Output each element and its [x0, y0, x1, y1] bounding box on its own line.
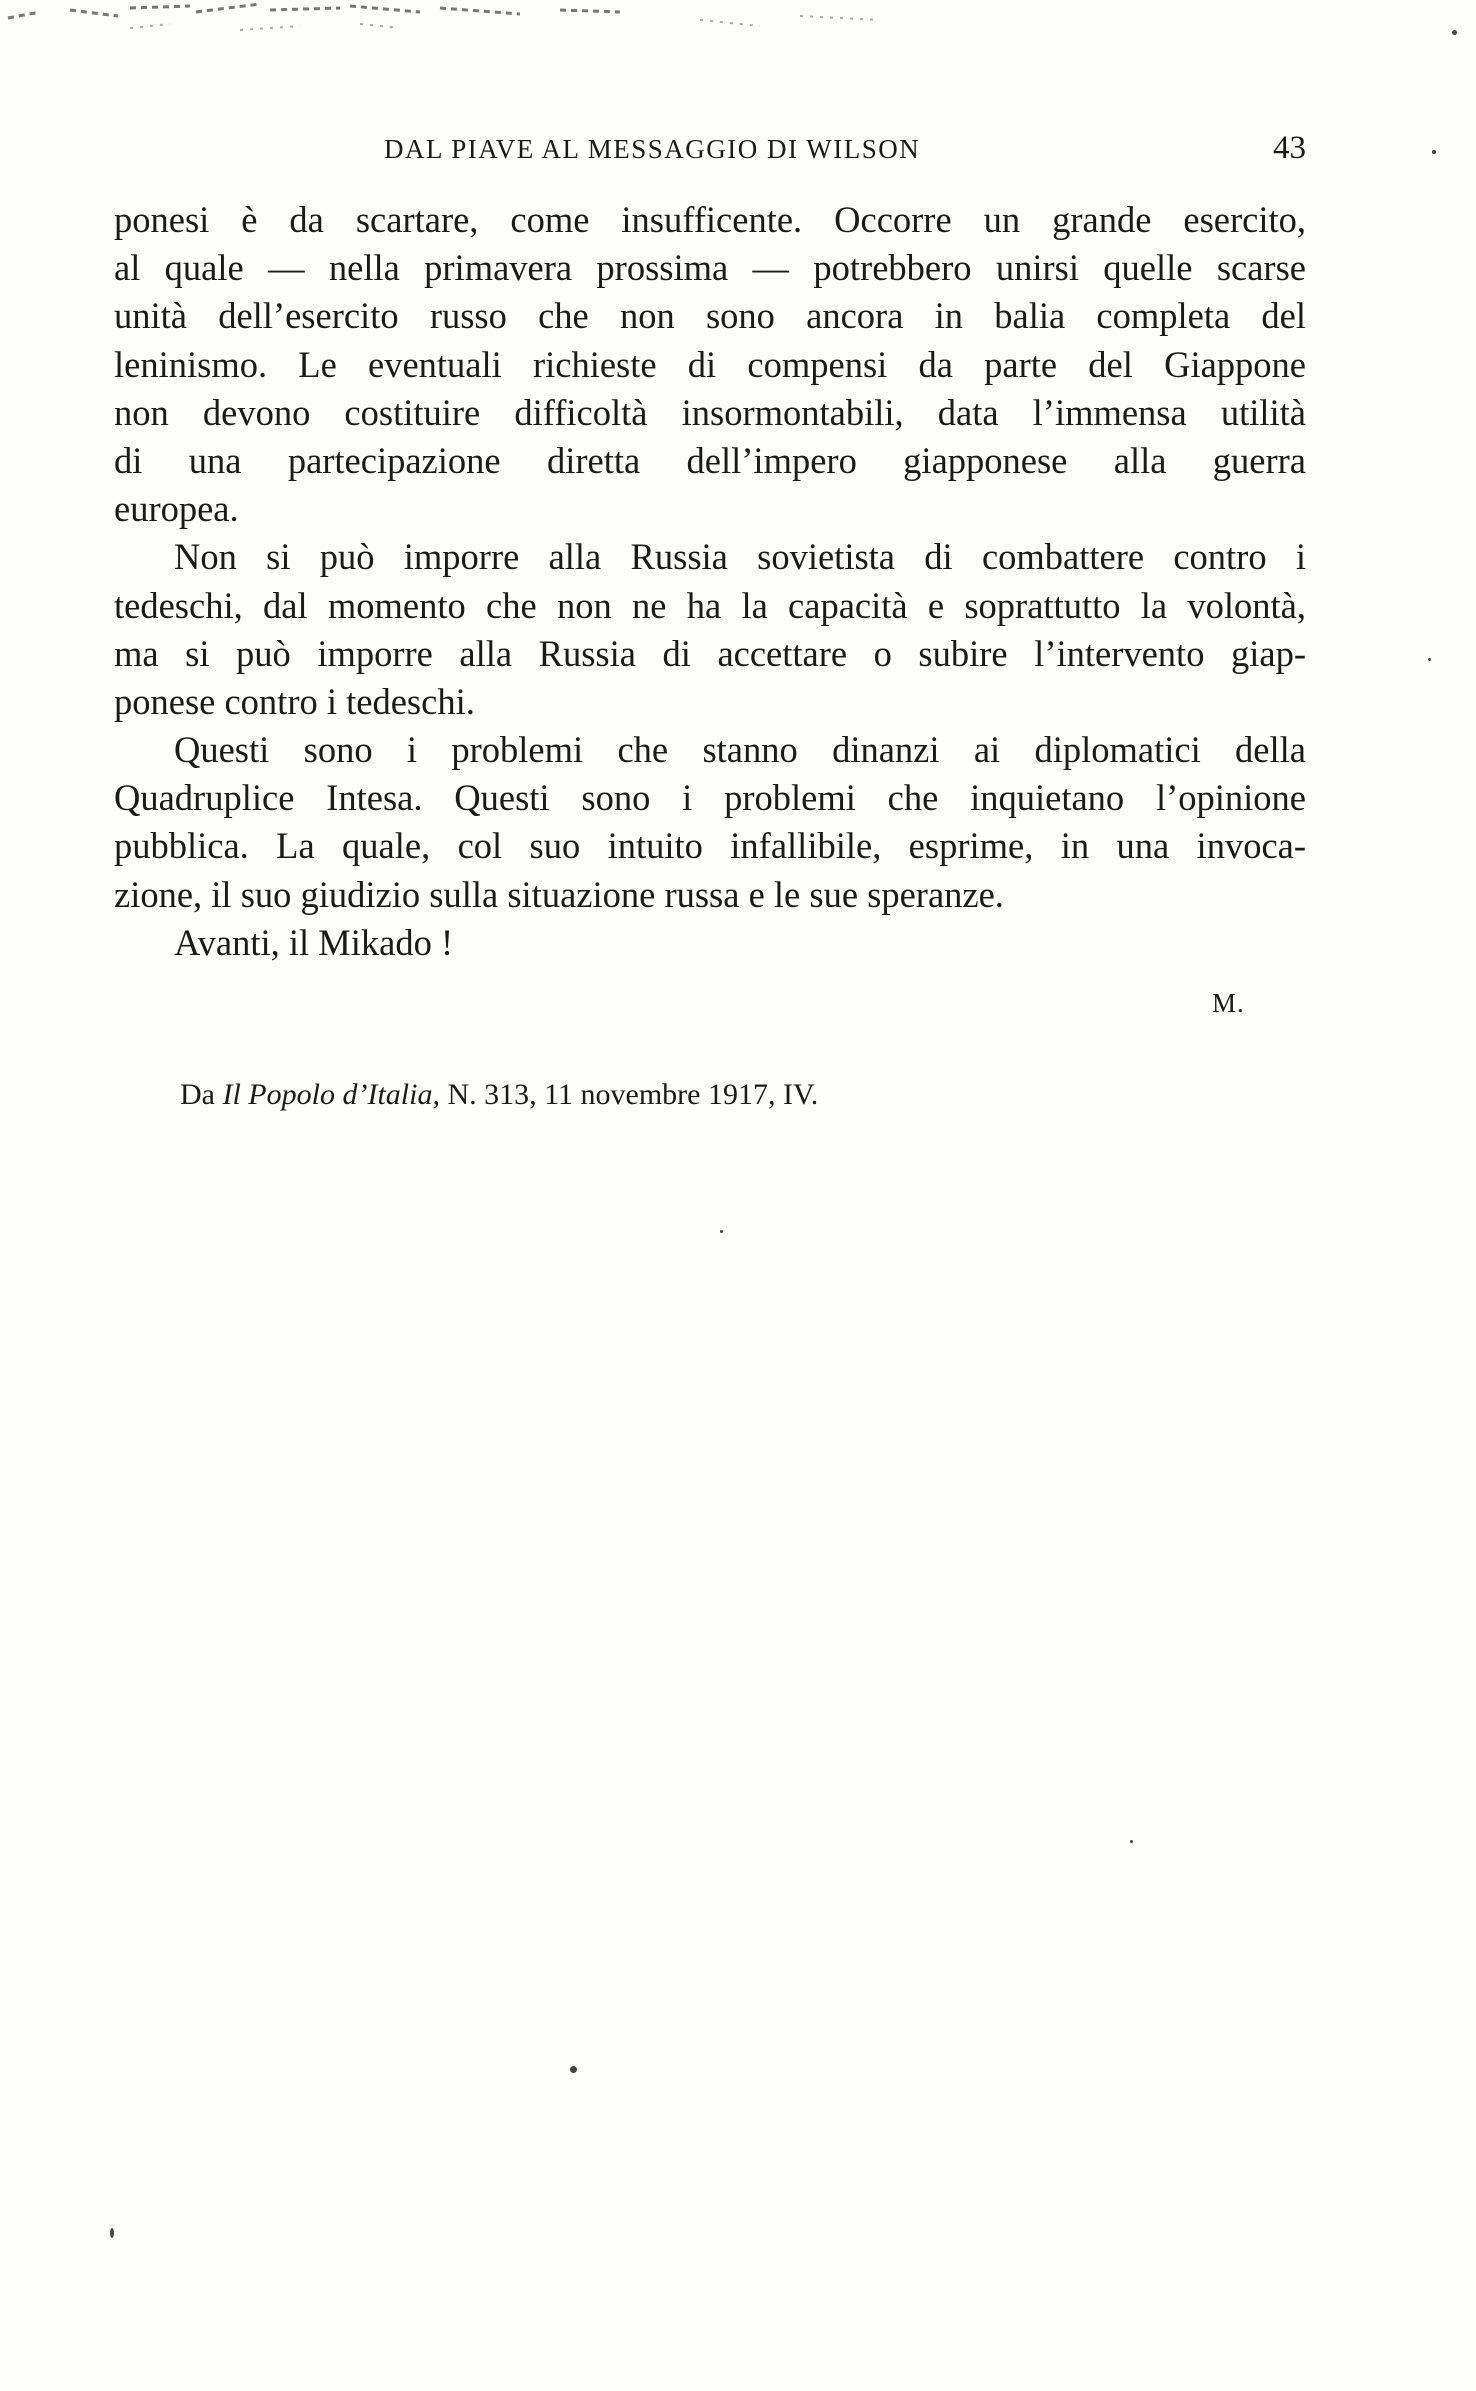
text-line: ponesi è da scartare, come insufficente. Occorre un grande esercito, — [114, 199, 1306, 240]
source-details: N. 313, 11 novembre 1917, IV. — [447, 1078, 819, 1111]
page-number: 43 — [1273, 130, 1306, 166]
source-publication: Il Popolo d’Italia, — [222, 1078, 440, 1111]
body-text — [114, 196, 1306, 967]
scan-speck — [110, 2228, 114, 2238]
text-line: leninismo. Le eventuali richieste di compensi da parte del Giappone — [114, 343, 1306, 385]
text-line: Quadruplice Intesa. Questi sono i problemi che inquietano l’opinione — [114, 777, 1306, 819]
text-line: tedeschi, dal momento che non ne ha la capacità e soprattutto la volontà, — [114, 584, 1306, 626]
text-line: europea. — [114, 488, 239, 530]
text-line: Avanti, il Mikado ! — [174, 921, 454, 963]
running-head — [114, 128, 1306, 172]
text-line: ponese contro i tedeschi. — [114, 680, 475, 722]
source-citation — [180, 1078, 818, 1112]
text-line: pubblica. La quale, col suo intuito infallibile, esprime, in una invoca- — [114, 825, 1306, 867]
text-line: non devono costituire difficoltà insormontabili, data l’immensa utilità — [114, 391, 1306, 433]
scan-speck — [1428, 658, 1431, 661]
scan-speck — [1432, 150, 1436, 154]
text-line: Questi sono i problemi che stanno dinanzi ai diplomatici della — [174, 729, 1306, 771]
text-line: al quale — nella primavera prossima — potrebbero unirsi quelle scarse — [114, 247, 1306, 289]
scan-speck — [1452, 30, 1457, 35]
text-line: Non si può imporre alla Russia sovietista di combattere contro i — [174, 536, 1306, 578]
source-prefix: Da — [180, 1078, 215, 1111]
text-line: unità dell’esercito russo che non sono ancora in balia completa del — [114, 295, 1306, 337]
text-line: ma si può imporre alla Russia di accettare o subire l’intervento giap- — [114, 632, 1306, 674]
author-signature: M. — [1212, 988, 1245, 1018]
scan-speck — [570, 2066, 577, 2073]
text-line: di una partecipazione diretta dell’impero giapponese alla guerra — [114, 439, 1306, 481]
scan-speck — [1130, 1840, 1133, 1843]
scan-speck — [720, 1230, 723, 1233]
running-title: DAL PIAVE AL MESSAGGIO DI WILSON — [384, 134, 921, 164]
scan-noise-top — [0, 0, 1476, 60]
text-line: zione, il suo giudizio sulla situazione russa e le sue speranze. — [114, 873, 1004, 915]
